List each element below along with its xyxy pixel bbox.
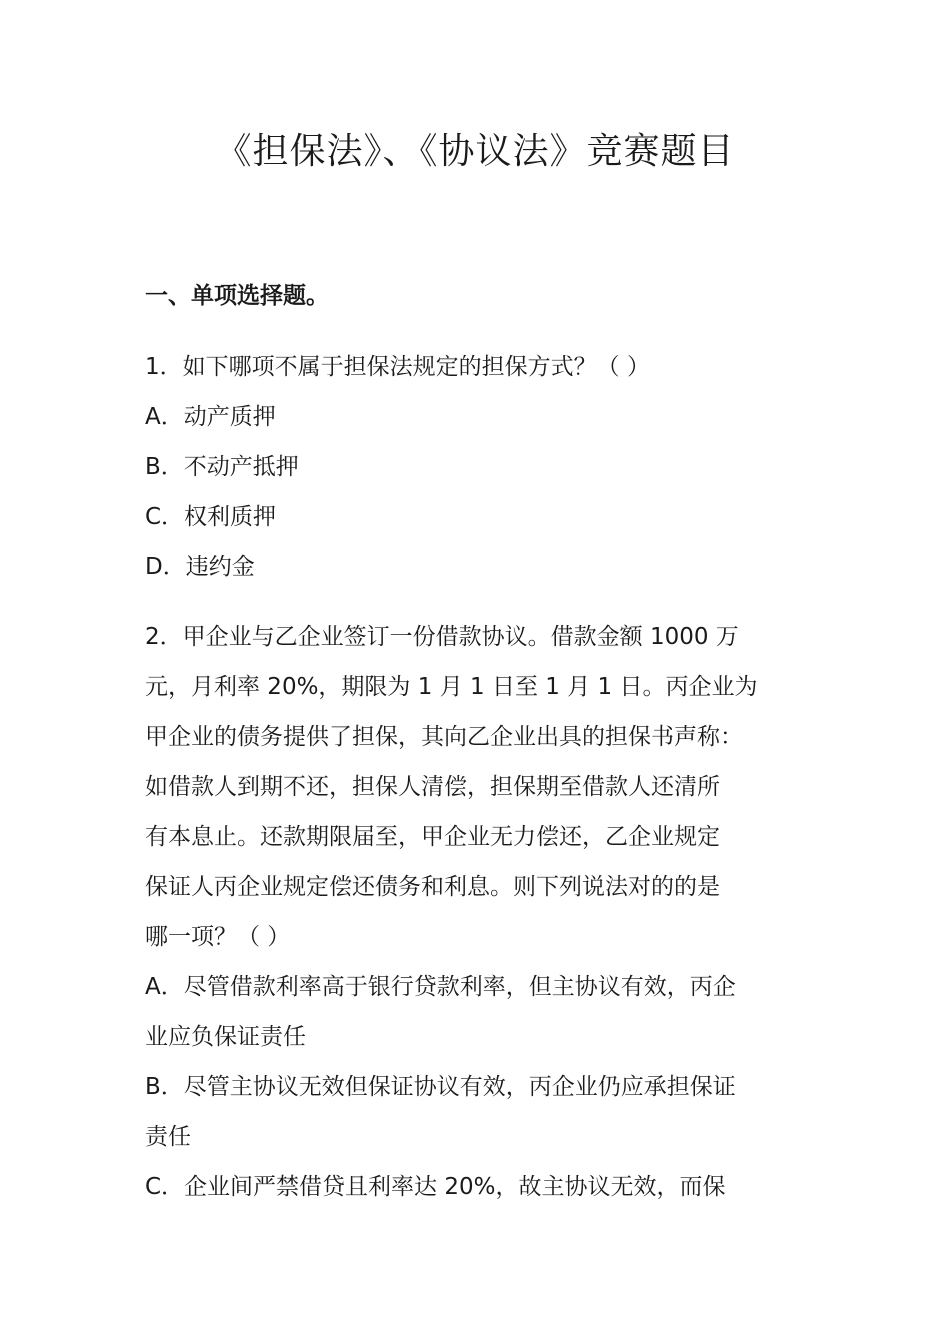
question-2-option-b: B．尽管主协议无效但保证协议有效，丙企业仍应承担保证 [145, 1074, 736, 1100]
question-2-stem-line: 2．甲企业与乙企业签订一份借款协议。借款金额 1000 万 [145, 624, 739, 650]
question-2-stem-line: 甲企业的债务提供了担保，其向乙企业出具的担保书声称： [145, 724, 743, 750]
question-2-stem-line: 如借款人到期不还，担保人清偿，担保期至借款人还清所 [145, 774, 720, 800]
question-2-stem-line: 哪一项？（ ） [145, 924, 291, 950]
question-2 [145, 617, 810, 1207]
question-2-stem-line: 有本息止。还款期限届至，甲企业无力偿还，乙企业规定 [145, 824, 720, 850]
question-1-stem-line: 1．如下哪项不属于担保法规定的担保方式？（ ） [145, 354, 650, 380]
question-spacer [145, 597, 810, 617]
question-2-option-a: A．尽管借款利率高于银行贷款利率，但主协议有效，丙企 [145, 974, 736, 1000]
question-2-stem-line: 保证人丙企业规定偿还债务和利息。则下列说法对的的是 [145, 874, 720, 900]
question-1-option-c: C．权利质押 [145, 504, 277, 530]
question-2-option-b-continued: 责任 [145, 1124, 191, 1150]
question-1 [145, 347, 810, 587]
question-2-stem-line: 元，月利率 20%，期限为 1 月 1 日至 1 月 1 日。丙企业为 [145, 674, 758, 700]
document-title: 《担保法》、《协议法》竞赛题目 [215, 131, 735, 172]
question-1-option-d: D．违约金 [145, 554, 255, 580]
question-2-option-a-continued: 业应负保证责任 [145, 1024, 306, 1050]
section-heading: 一、单项选择题。 [145, 283, 329, 309]
question-2-option-c: C．企业间严禁借贷且利率达 20%，故主协议无效，而保 [145, 1174, 726, 1200]
question-list [145, 347, 810, 1217]
question-1-option-a: A．动产质押 [145, 404, 276, 430]
question-1-option-b: B．不动产抵押 [145, 454, 299, 480]
